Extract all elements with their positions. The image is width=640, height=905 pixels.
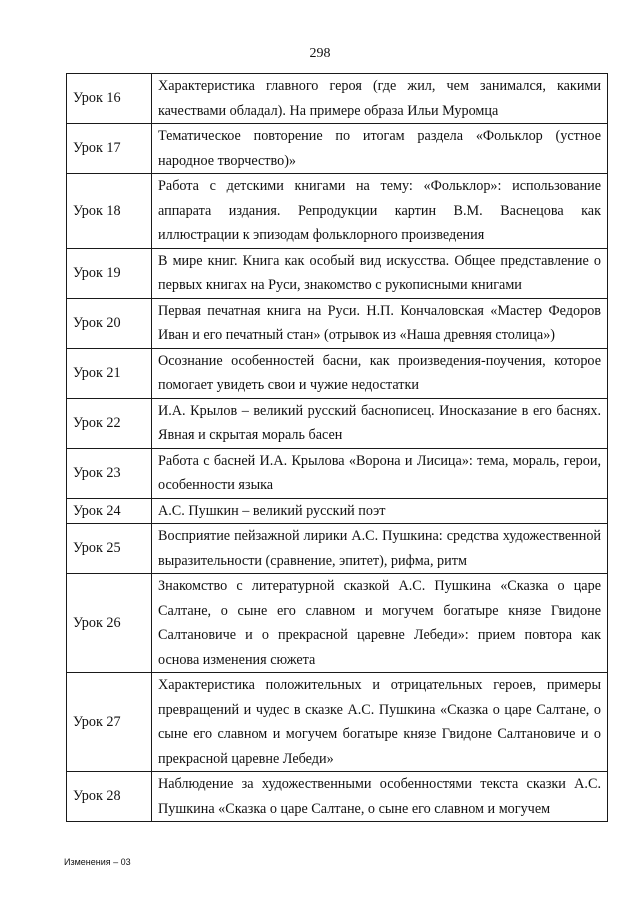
table-row (67, 772, 608, 822)
lesson-number: Урок 18 (67, 174, 152, 249)
lesson-number: Урок 25 (67, 524, 152, 574)
table-row (67, 248, 608, 298)
lesson-topic: Восприятие пейзажной лирики А.С. Пушкина: средства художественной выразительности (сравнение, эпитет), рифма, ритм (152, 524, 608, 574)
lesson-number: Урок 28 (67, 772, 152, 822)
lesson-number: Урок 16 (67, 74, 152, 124)
table-row (67, 673, 608, 772)
lesson-number: Урок 21 (67, 348, 152, 398)
lesson-topic: Работа с детскими книгами на тему: «Фольклор»: использование аппарата издания. Репродукции картин В.М. Васнецова как иллюстрации к эпизодам фольклорного произведения (152, 174, 608, 249)
lesson-topic: Тематическое повторение по итогам раздела «Фольклор (устное народное творчество)» (152, 124, 608, 174)
table-row (67, 74, 608, 124)
lesson-number: Урок 27 (67, 673, 152, 772)
lesson-number: Урок 24 (67, 498, 152, 524)
lesson-topic: И.А. Крылов – великий русский баснописец. Иносказание в его баснях. Явная и скрытая мораль басен (152, 398, 608, 448)
lesson-topic: Первая печатная книга на Руси. Н.П. Кончаловская «Мастер Федоров Иван и его печатный стан» (отрывок из «Наша древняя столица») (152, 298, 608, 348)
table-row (67, 498, 608, 524)
table-row (67, 574, 608, 673)
lesson-topic: Характеристика главного героя (где жил, чем занимался, какими качествами обладал). На примере образа Ильи Муромца (152, 74, 608, 124)
lesson-topic: Характеристика положительных и отрицательных героев, примеры превращений и чудес в сказке А.С. Пушкина «Сказка о царе Салтане, о сыне его славном и могучем богатыре князе Гвидоне Салтановиче и о прекрасной царевне Лебеди» (152, 673, 608, 772)
table-row (67, 174, 608, 249)
table-row (67, 298, 608, 348)
table-row (67, 398, 608, 448)
lesson-number: Урок 26 (67, 574, 152, 673)
lesson-number: Урок 19 (67, 248, 152, 298)
lesson-topic: В мире книг. Книга как особый вид искусства. Общее представление о первых книгах на Руси, знакомство с рукописными книгами (152, 248, 608, 298)
lesson-topic: Знакомство с литературной сказкой А.С. Пушкина «Сказка о царе Салтане, о сыне его славном и могучем богатыре князе Гвидоне Салтановиче и о прекрасной царевне Лебеди»: прием повтора как основа изменения сюжета (152, 574, 608, 673)
table-row (67, 448, 608, 498)
page-number: 298 (309, 46, 331, 61)
table-row (67, 348, 608, 398)
lessons-table (66, 73, 608, 822)
lesson-topic: Работа с басней И.А. Крылова «Ворона и Лисица»: тема, мораль, герои, особенности языка (152, 448, 608, 498)
lesson-number: Урок 20 (67, 298, 152, 348)
lesson-number: Урок 17 (67, 124, 152, 174)
lesson-topic: Наблюдение за художественными особенностями текста сказки А.С. Пушкина «Сказка о царе Салтане, о сыне его славном и могучем (152, 772, 608, 822)
table-row (67, 124, 608, 174)
footer-revision: Изменения – 03 (64, 857, 131, 867)
lesson-number: Урок 22 (67, 398, 152, 448)
lesson-number: Урок 23 (67, 448, 152, 498)
table-row (67, 524, 608, 574)
lesson-topic: Осознание особенностей басни, как произведения-поучения, которое помогает увидеть свои и чужие недостатки (152, 348, 608, 398)
lesson-topic: А.С. Пушкин – великий русский поэт (152, 498, 608, 524)
